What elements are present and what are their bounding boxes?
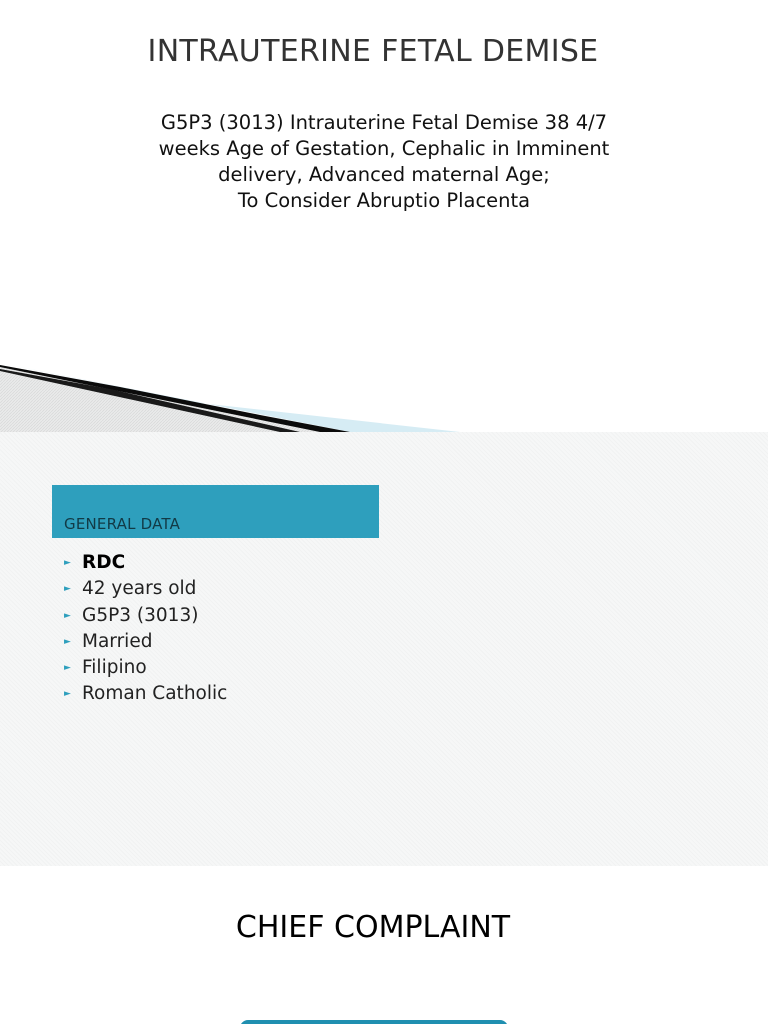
triangle-right-icon: ► [64, 558, 71, 568]
slide-chief-complaint [0, 866, 768, 1024]
list-item: ► Married [64, 629, 227, 655]
list-item: ► G5P3 (3013) [64, 603, 227, 629]
general-data-header-label: GENERAL DATA [64, 515, 181, 533]
list-item: ► RDC [64, 550, 227, 576]
list-item: ► Filipino [64, 655, 227, 681]
slide-title [0, 0, 768, 432]
decorative-swoosh [0, 355, 768, 432]
triangle-right-icon: ► [64, 689, 71, 700]
triangle-right-icon: ► [64, 610, 71, 621]
triangle-right-icon: ► [64, 584, 71, 595]
list-item: ► Roman Catholic [64, 681, 227, 707]
subtitle-line: G5P3 (3013) Intrauterine Fetal Demise 38 4/7 [160, 111, 608, 134]
slide-title-heading: INTRAUTERINE FETAL DEMISE [147, 34, 599, 69]
triangle-right-icon: ► [64, 636, 71, 647]
triangle-right-icon: ► [64, 663, 71, 674]
subtitle-line: To Consider Abruptio Placenta [237, 189, 531, 212]
slide-general-data [0, 432, 768, 866]
general-data-list [64, 550, 227, 708]
subtitle-line: weeks Age of Gestation, Cephalic in Imminent [158, 137, 610, 160]
general-data-header [52, 485, 379, 538]
slide-subtitle [100, 110, 668, 214]
content-bar [240, 1020, 508, 1024]
subtitle-line: delivery, Advanced maternal Age; [218, 163, 550, 186]
chief-complaint-title: CHIEF COMPLAINT [235, 910, 511, 945]
list-item: ► 42 years old [64, 576, 227, 602]
